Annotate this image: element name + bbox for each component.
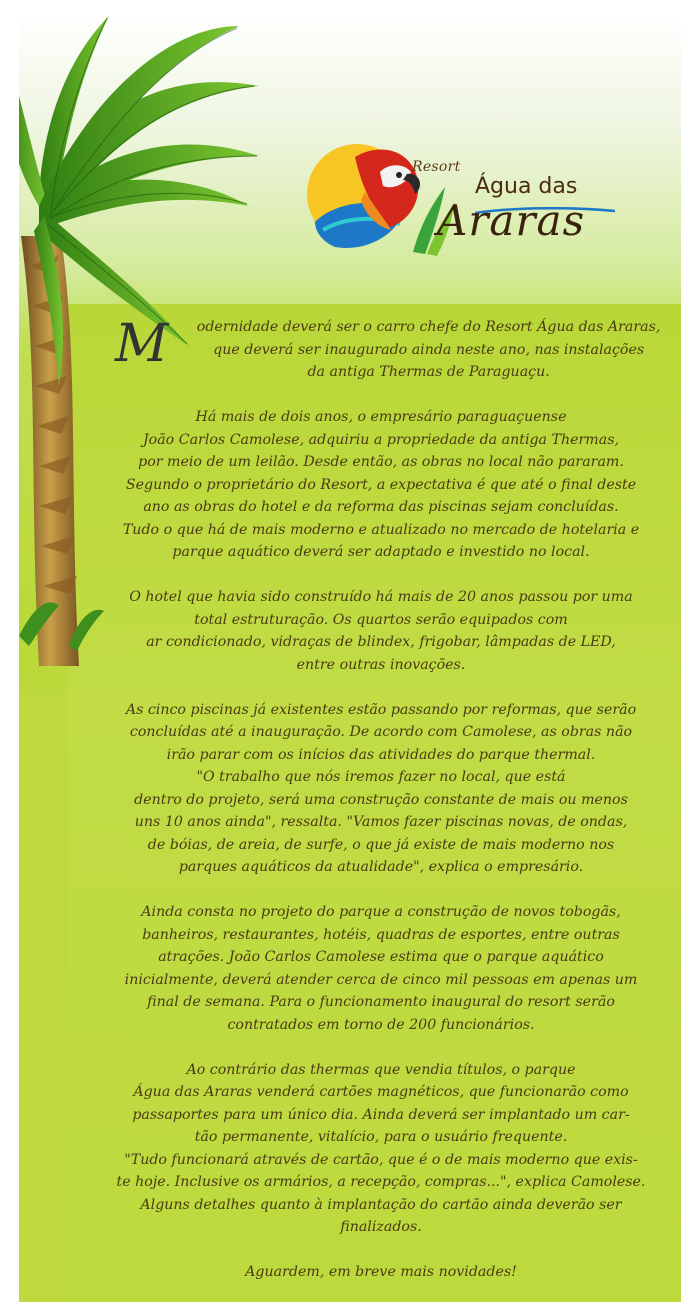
- article-paragraph-5: [79, 901, 681, 1036]
- logo-title-line1: Água das: [475, 174, 578, 199]
- text-line: Segundo o proprietário do Resort, a expectativa é que até o final deste: [125, 476, 637, 493]
- text-line: atrações. João Carlos Camolese estima que o parque aquático: [158, 949, 604, 965]
- article-closing-line: [79, 1261, 681, 1284]
- text-line: contratados em torno de 200 funcionários.: [227, 1016, 535, 1033]
- text-line: parque aquático deverá ser adaptado e investido no local.: [172, 544, 590, 560]
- text-line: odernidade deverá ser o carro chefe do Resort Água das Araras,: [196, 319, 661, 335]
- text-line: concluídas até a inauguração. De acordo com Camolese, as obras não: [129, 724, 633, 740]
- article-paragraph-2: [79, 406, 681, 564]
- text-line: uns 10 anos ainda", ressalta. "Vamos fazer piscinas novas, de ondas,: [134, 814, 628, 830]
- article-body: [79, 316, 681, 1302]
- article-paragraph-6: [79, 1059, 681, 1239]
- article-paragraph-1: [79, 316, 681, 384]
- text-line: tão permanente, vitalício, para o usuário frequente.: [194, 1129, 568, 1145]
- text-line: Alguns detalhes quanto à implantação do cartão ainda deverão ser: [140, 1196, 622, 1213]
- drop-cap: M: [115, 314, 169, 374]
- flyer-page: [19, 12, 681, 1302]
- text-line: Há mais de dois anos, o empresário paraguaçuense: [195, 409, 567, 425]
- text-line: "O trabalho que nós iremos fazer no local, que está: [196, 769, 566, 785]
- text-line: finalizados.: [340, 1219, 422, 1235]
- text-line: passaportes para um único dia. Ainda deverá ser implantado um car-: [132, 1106, 630, 1123]
- logo-title-line2: Araras: [437, 196, 586, 245]
- text-line: parques aquáticos da atualidade", explica o empresário.: [178, 859, 584, 875]
- text-line: "Tudo funcionará através de cartão, que é o de mais moderno que exis-: [124, 1151, 638, 1168]
- text-line: dentro do projeto, será uma construção constante de mais ou menos: [134, 791, 628, 808]
- text-line: te hoje. Inclusive os armários, a recepção, compras...", explica Camolese.: [116, 1174, 646, 1190]
- text-line: Água das Araras venderá cartões magnéticos, que funcionarão como: [133, 1084, 629, 1100]
- logo-resort-word: Resort: [412, 159, 461, 175]
- text-line: ano as obras do hotel e da reforma das piscinas sejam concluídas.: [143, 499, 619, 515]
- text-line: As cinco piscinas já existentes estão passando por reformas, que serão: [125, 701, 637, 718]
- text-line: O hotel que havia sido construído há mais de 20 anos passou por uma: [129, 589, 633, 605]
- text-line: Ao contrário das thermas que vendia títulos, o parque: [186, 1061, 576, 1078]
- text-line: inicialmente, deverá atender cerca de cinco mil pessoas em apenas um: [124, 971, 638, 988]
- text-line: de bóias, de areia, de surfe, o que já existe de mais moderno nos: [147, 836, 615, 853]
- article-paragraph-4: [79, 699, 681, 879]
- text-line: Tudo o que há de mais moderno e atualizado no mercado de hotelaria e: [122, 521, 640, 538]
- text-line: total estruturação. Os quartos serão equipados com: [194, 611, 568, 628]
- text-line: ar condicionado, vidraças de blindex, frigobar, lâmpadas de LED,: [146, 634, 616, 650]
- text-line: irão parar com os inícios das atividades do parque thermal.: [166, 746, 596, 763]
- text-line: banheiros, restaurantes, hotéis, quadras de esportes, entre outras: [142, 926, 620, 943]
- text-line: Aguardem, em breve mais novidades!: [245, 1264, 517, 1280]
- text-line: final de semana. Para o funcionamento inaugural do resort serão: [147, 994, 615, 1010]
- text-line: por meio de um leilão. Desde então, as obras no local não pararam.: [138, 454, 624, 470]
- text-line: Ainda consta no projeto do parque a construção de novos tobogãs,: [141, 904, 621, 920]
- text-line: que deverá ser inaugurado ainda neste ano, nas instalações: [213, 341, 645, 358]
- text-line: João Carlos Camolese, adquiriu a propriedade da antiga Thermas,: [142, 431, 620, 448]
- article-paragraph-3: [79, 586, 681, 676]
- text-line: da antiga Thermas de Paraguaçu.: [307, 364, 550, 380]
- text-line: entre outras inovações.: [296, 656, 466, 673]
